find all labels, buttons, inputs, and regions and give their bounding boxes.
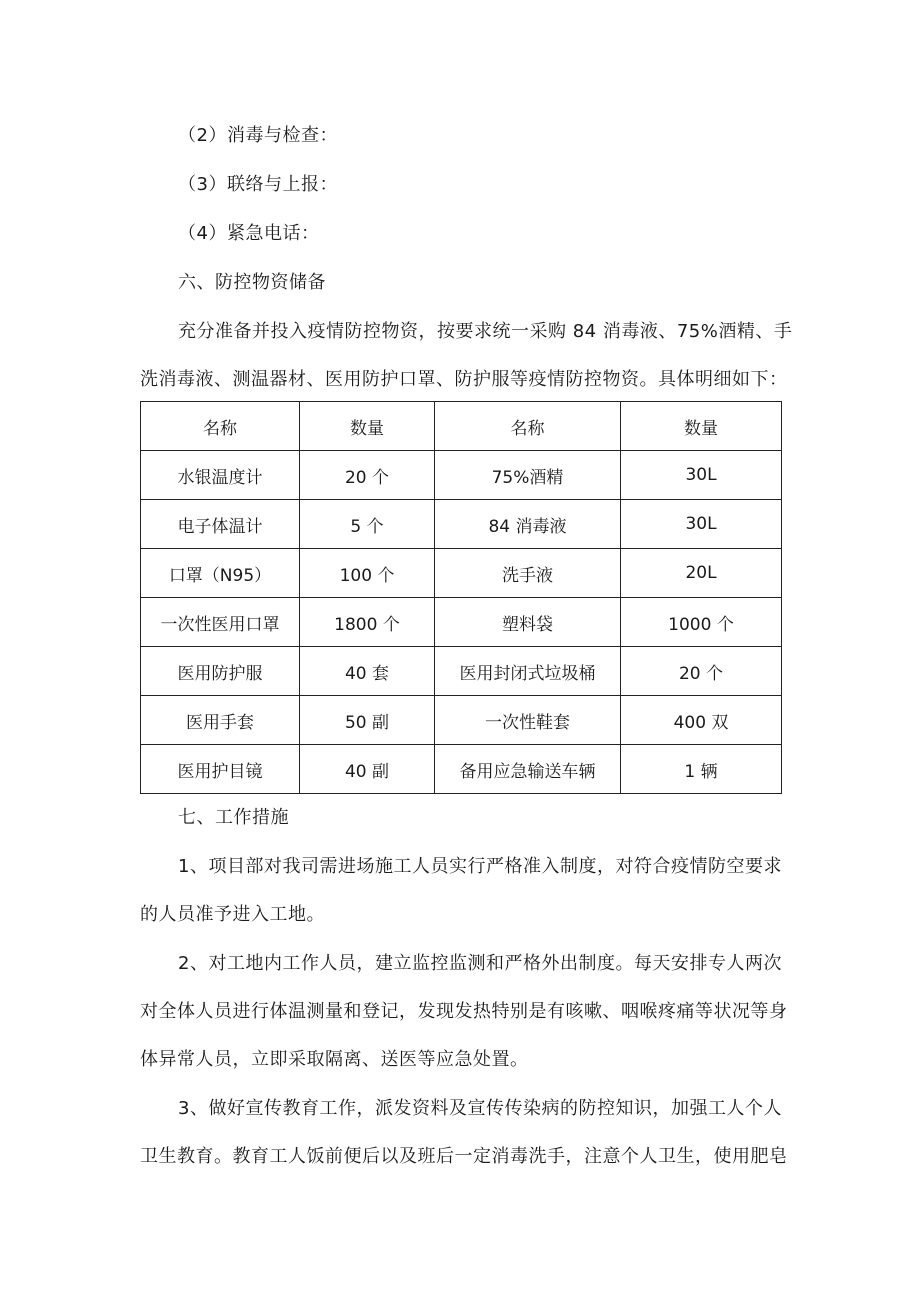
measure-3-line-1: 3、做好宣传教育工作，派发资料及宣传传染病的防控知识，加强工人个人 [178, 1098, 782, 1119]
table-header-row [141, 402, 782, 451]
table-cell: 口罩（N95） [141, 549, 300, 598]
table-cell: 400 双 [621, 696, 782, 745]
table-cell: 一次性医用口罩 [141, 598, 300, 647]
table-cell: 20 个 [300, 451, 435, 500]
table-cell: 医用防护服 [141, 647, 300, 696]
table-cell: 1000 个 [621, 598, 782, 647]
table-cell: 75%酒精 [435, 451, 621, 500]
section-7-heading: 七、工作措施 [178, 807, 289, 828]
table-cell: 50 副 [300, 696, 435, 745]
item-emergency-phone: （4）紧急电话： [178, 223, 320, 244]
table-cell: 医用手套 [141, 696, 300, 745]
table-cell: 20L [621, 549, 782, 598]
table-cell: 洗手液 [435, 549, 621, 598]
item-disinfection-check: （2）消毒与检查： [178, 125, 338, 146]
measure-2-line-2: 对全体人员进行体温测量和登记，发现发热特别是有咳嗽、咽喉疼痛等状况等身 [140, 1001, 788, 1022]
table-cell: 30L [621, 451, 782, 500]
table-cell: 40 套 [300, 647, 435, 696]
header-name-2: 名称 [435, 402, 621, 451]
table-row [141, 500, 782, 549]
table-row [141, 598, 782, 647]
table-row [141, 696, 782, 745]
table-cell: 电子体温计 [141, 500, 300, 549]
supplies-table [140, 401, 782, 794]
table-row [141, 549, 782, 598]
header-name-1: 名称 [141, 402, 300, 451]
item-liaison-report: （3）联络与上报： [178, 174, 338, 195]
table-cell: 40 副 [300, 745, 435, 794]
measure-1-line-1: 1、项目部对我司需进场施工人员实行严格准入制度，对符合疫情防空要求 [178, 856, 782, 877]
table-cell: 1800 个 [300, 598, 435, 647]
table-cell: 备用应急输送车辆 [435, 745, 621, 794]
table-cell: 水银温度计 [141, 451, 300, 500]
header-quantity-2: 数量 [621, 402, 782, 451]
table-cell: 一次性鞋套 [435, 696, 621, 745]
table-cell: 1 辆 [621, 745, 782, 794]
table-cell: 5 个 [300, 500, 435, 549]
table-row [141, 745, 782, 794]
table-cell: 医用护目镜 [141, 745, 300, 794]
table-cell: 84 消毒液 [435, 500, 621, 549]
table-cell: 20 个 [621, 647, 782, 696]
measure-3-line-2: 卫生教育。教育工人饭前便后以及班后一定消毒洗手，注意个人卫生，使用肥皂 [140, 1146, 788, 1167]
header-quantity-1: 数量 [300, 402, 435, 451]
measure-2-line-1: 2、对工地内工作人员，建立监控监测和严格外出制度。每天安排专人两次 [178, 953, 782, 974]
table-cell: 医用封闭式垃圾桶 [435, 647, 621, 696]
table-cell: 30L [621, 500, 782, 549]
table-row [141, 647, 782, 696]
section-6-paragraph-line-1: 充分准备并投入疫情防控物资，按要求统一采购 84 消毒液、75%酒精、手 [178, 321, 793, 342]
table-cell: 100 个 [300, 549, 435, 598]
section-6-heading: 六、防控物资储备 [178, 272, 326, 293]
measure-1-line-2: 的人员准予进入工地。 [140, 904, 325, 925]
measure-2-line-3: 体异常人员，立即采取隔离、送医等应急处置。 [140, 1049, 529, 1070]
table-cell: 塑料袋 [435, 598, 621, 647]
section-6-paragraph-line-2: 洗消毒液、测温器材、医用防护口罩、防护服等疫情防控物资。具体明细如下： [140, 369, 788, 390]
table-row [141, 451, 782, 500]
